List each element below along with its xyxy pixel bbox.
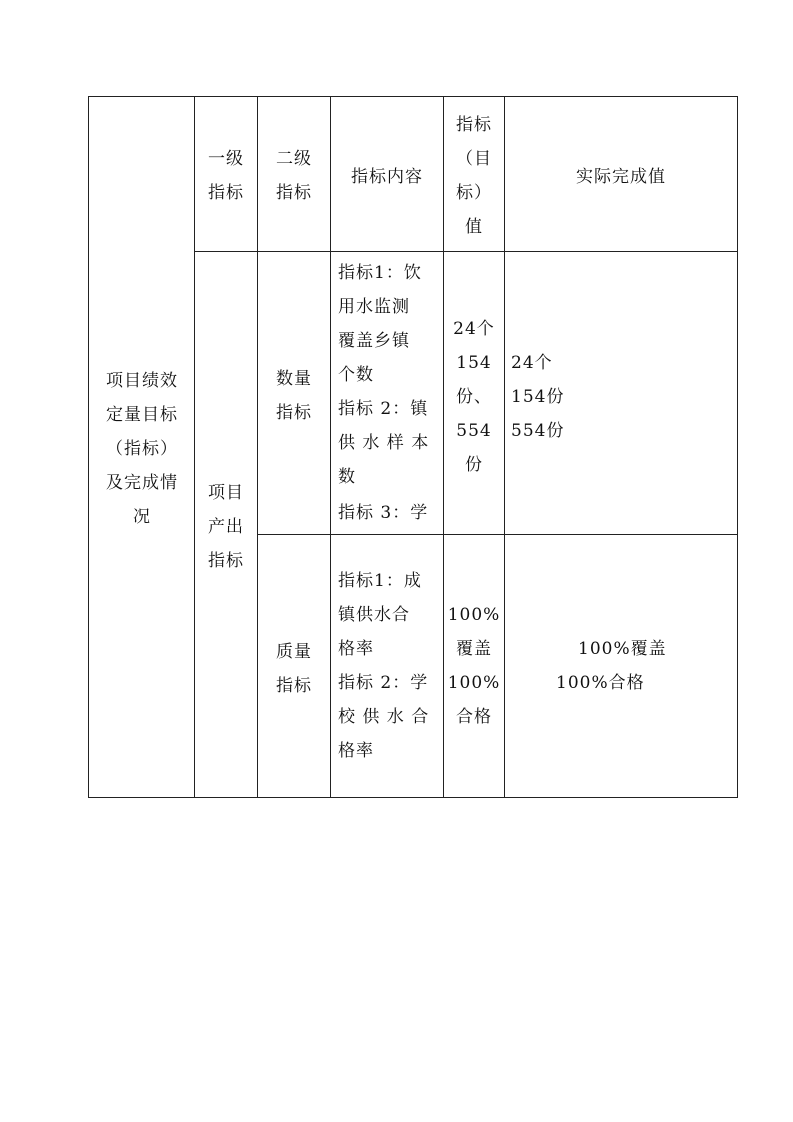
- header-indicator-content: 指标内容: [351, 167, 423, 187]
- quantity-content: 指标1：饮 用水监测 覆盖乡镇 个数 指标 2：镇 供 水 样 本 数: [338, 263, 430, 487]
- header-level1-indicator: 一级 指标: [208, 149, 244, 203]
- level1-project-output: 项目 产出 指标: [208, 483, 244, 571]
- table-divider: [504, 96, 505, 798]
- header-target-value: 指标 （目 标） 值: [456, 115, 492, 237]
- table-divider: [257, 96, 258, 798]
- quantity-target: 24个 154 份、 554 份: [453, 319, 495, 475]
- table-divider: [194, 251, 738, 252]
- header-level2-indicator: 二级 指标: [276, 149, 312, 203]
- quality-actual-line2: 100%合格: [556, 673, 645, 693]
- quantity-content-extra: 指标 3：学: [338, 503, 429, 523]
- table-divider: [443, 96, 444, 798]
- header-actual-value: 实际完成值: [576, 167, 666, 187]
- quality-content: 指标1：成 镇供水合 格率 指标 2：学 校 供 水 合 格率: [338, 571, 430, 761]
- level2-quantity: 数量 指标: [276, 369, 312, 423]
- level2-quality: 质量 指标: [276, 642, 312, 696]
- table-divider: [330, 96, 331, 798]
- quality-target: 100% 覆盖 100% 合格: [447, 605, 501, 727]
- quantity-actual: 24个 154份 554份: [511, 353, 565, 441]
- quality-actual-line1: 100%覆盖: [578, 639, 667, 659]
- table-divider: [257, 534, 738, 535]
- table-divider: [194, 96, 195, 798]
- row-label-performance-targets: 项目绩效 定量目标 （指标） 及完成情 况: [106, 371, 178, 527]
